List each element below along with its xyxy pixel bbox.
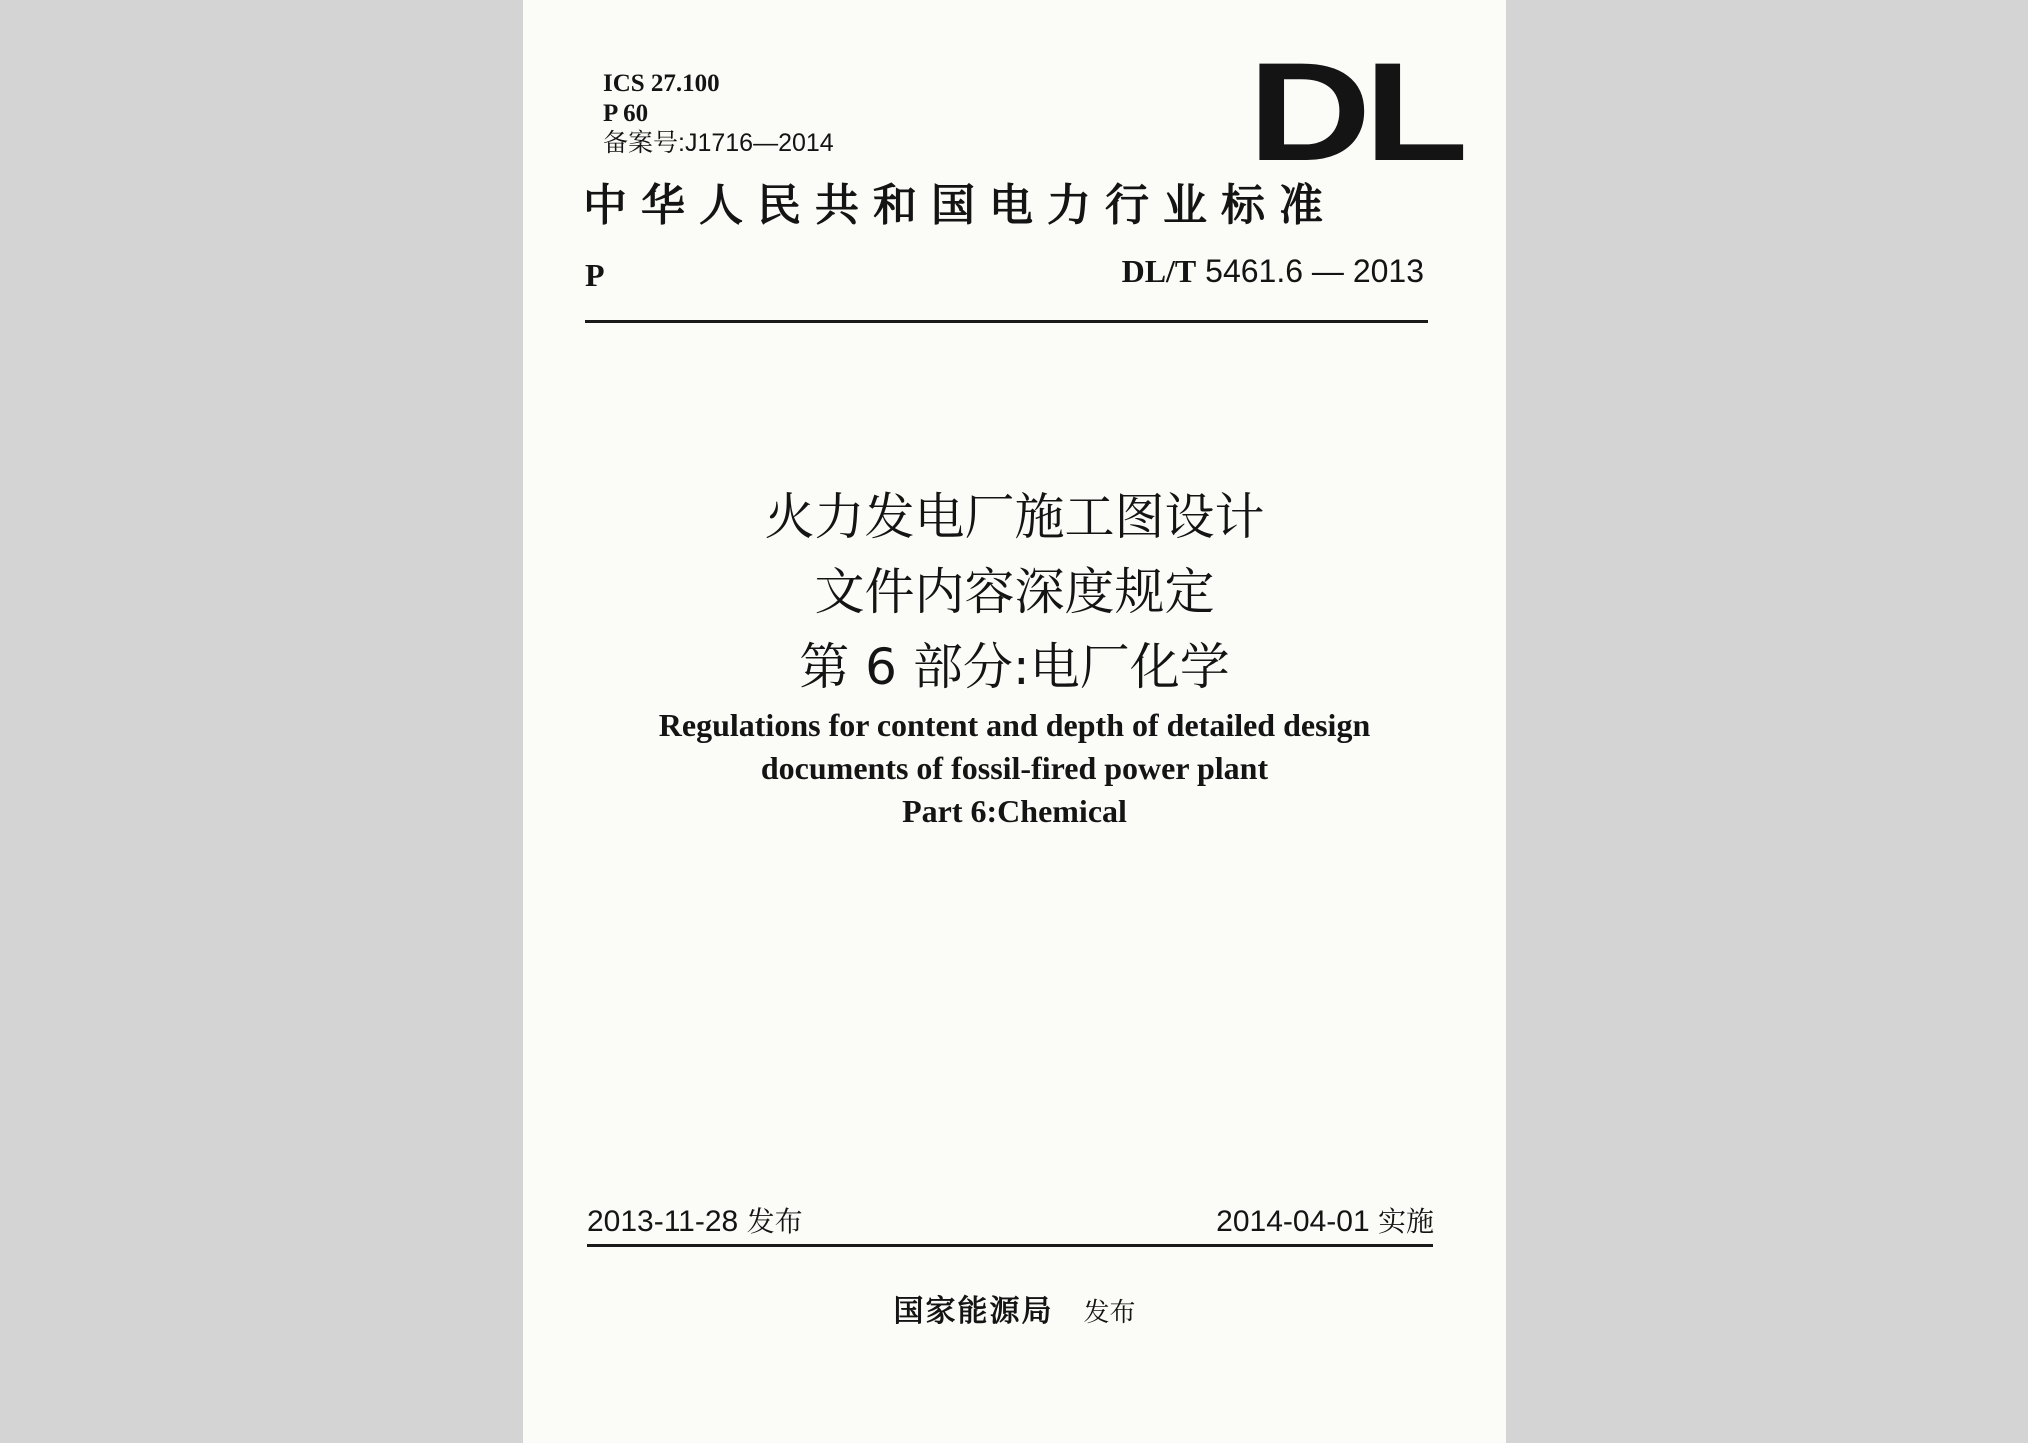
title-cn-line-2: 文件内容深度规定	[814, 563, 1215, 621]
standard-number	[1122, 251, 1424, 291]
issuing-standard-body: 中华人民共和国电力行业标准	[583, 180, 1337, 231]
ics-code: ICS 27.100	[603, 70, 720, 97]
title-en-line-3: Part 6:Chemical	[902, 793, 1127, 829]
issuing-authority	[523, 1292, 1506, 1333]
title-cn-line-3: 第 6 部分:电厂化学	[799, 638, 1230, 696]
record-value: J1716—2014	[684, 129, 834, 157]
issue-date-label: 发布	[746, 1205, 803, 1238]
header-divider	[585, 320, 1428, 323]
standard-cover-page	[523, 0, 1506, 1443]
title-en-line-2: documents of fossil-fired power plant	[760, 750, 1269, 786]
record-label: 备案号:	[603, 129, 685, 157]
effective-date	[1216, 1203, 1434, 1241]
issue-date	[587, 1203, 803, 1241]
record-number	[603, 128, 834, 158]
dl-logo: DL	[1248, 33, 1462, 190]
effective-date-value: 2014-04-01	[1216, 1205, 1370, 1238]
title-cn-line-1: 火力发电厂施工图设计	[764, 488, 1265, 546]
issue-date-value: 2013-11-28	[587, 1205, 739, 1238]
footer-divider	[587, 1244, 1433, 1247]
standard-prefix: DL/T	[1121, 253, 1197, 289]
class-code: P 60	[603, 100, 649, 127]
category-letter: P	[585, 257, 605, 293]
effective-date-label: 实施	[1377, 1205, 1434, 1238]
title-en-line-1: Regulations for content and depth of detailed design	[658, 707, 1371, 743]
standard-code: 5461.6 — 2013	[1205, 253, 1424, 289]
issuer-verb: 发布	[1083, 1298, 1136, 1328]
issuer-name: 国家能源局	[893, 1294, 1054, 1329]
